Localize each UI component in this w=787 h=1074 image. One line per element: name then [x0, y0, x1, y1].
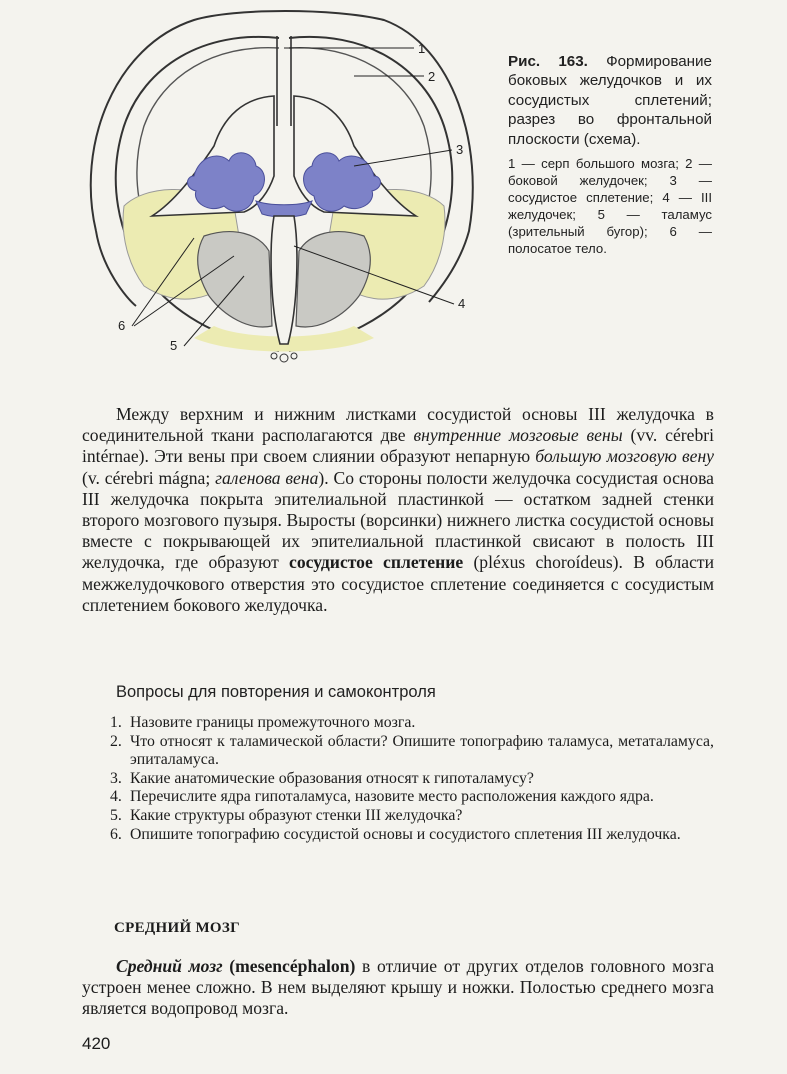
bold-term: сосудистое сплетение	[289, 552, 464, 573]
question-item	[110, 770, 714, 789]
question-text: Что относят к таламической области? Опишите топографию таламуса, метаталамуса, эпиталамуса.	[130, 732, 714, 769]
italic-term: большую мозговую вену	[535, 446, 714, 467]
text-run: (pléxus choroídeus). В области межжелудочкового отверстия это сосудистое сплетение соединяется с сосудистым сплетением бокового желудочка.	[82, 552, 714, 615]
question-number: 6.	[110, 825, 122, 843]
questions-list	[110, 714, 714, 844]
figure-label-6: 6	[118, 318, 126, 333]
section-heading: СРЕДНИЙ МОЗГ	[114, 920, 240, 936]
figure-label-4: 4	[458, 296, 466, 311]
text-run: ). Со стороны полости желудочка сосудистая основа III желудочка покрыта эпителиальной пластинкой — остатком задней стенки второго мозгового пузыря. Выросты (ворсинки) нижнего листка сосудистой основы вместе с покрывающей их эпителиальной пластинкой свисают в полость III желудочка, где образуют	[82, 467, 714, 573]
caption-legend: 1 — серп большого мозга; 2 — боковой желудочек; 3 — сосудистое сплетение; 4 — III желудочек; 5 — таламус (зрительный бугор); 6 — полосатое тело.	[508, 156, 712, 257]
text-run: (vv. cérebri intérnae). Эти вены при своем слиянии образуют непарную	[82, 425, 714, 467]
text-run: в отличие от других отделов головного мозга устроен менее сложно. В нем выделяют крышу и ножки. Полостью среднего мозга является водопровод мозга.	[82, 956, 715, 1019]
italic-term: галенова вена	[215, 467, 319, 488]
body-paragraph	[82, 404, 714, 616]
question-number: 1.	[110, 714, 122, 731]
question-text: Опишите топографию сосудистой основы и сосудистого сплетения III желудочка.	[130, 825, 681, 843]
question-text: Какие структуры образуют стенки III желудочка?	[130, 806, 463, 824]
brain-section-figure	[84, 6, 484, 378]
question-text: Назовите границы промежуточного мозга.	[130, 714, 416, 731]
question-item	[110, 788, 714, 807]
question-item	[110, 826, 714, 845]
figure-label-1: 1	[418, 41, 426, 56]
section-latin-term: (mesencéphalon)	[229, 956, 356, 976]
question-number: 4.	[110, 788, 122, 806]
question-number: 3.	[110, 769, 122, 787]
section-paragraph	[82, 956, 714, 1020]
question-item	[110, 807, 714, 826]
question-number: 5.	[110, 806, 122, 824]
text-run: (v. cérebri mágna;	[82, 467, 216, 488]
questions-heading: Вопросы для повторения и самоконтроля	[116, 683, 436, 701]
question-item	[110, 733, 714, 770]
figure-label-5: 5	[170, 338, 178, 353]
caption-title-text: Формирование боковых желудочков и их сосудистых сплетений; разрез во фронтальной плоскости (схема).	[508, 53, 712, 148]
question-text: Какие анатомические образования относят к гипоталамусу?	[130, 769, 534, 787]
figure-caption	[508, 52, 712, 257]
figure-number: Рис. 163.	[508, 53, 588, 70]
page-number: 420	[82, 1034, 111, 1053]
figure-label-2: 2	[428, 69, 436, 84]
question-item	[110, 714, 714, 733]
text-run: Между верхним и нижним листками сосудистой основы III желудочка в соединительной ткани располагаются две	[82, 404, 714, 446]
question-text: Перечислите ядра гипоталамуса, назовите место расположения каждого ядра.	[130, 788, 654, 806]
italic-term: внутренние мозговые вены	[413, 425, 623, 446]
brain-section-diagram	[84, 6, 484, 378]
question-number: 2.	[110, 732, 122, 750]
figure-label-3: 3	[456, 142, 464, 157]
caption-title	[508, 52, 712, 149]
section-term: Средний мозг	[116, 956, 223, 976]
